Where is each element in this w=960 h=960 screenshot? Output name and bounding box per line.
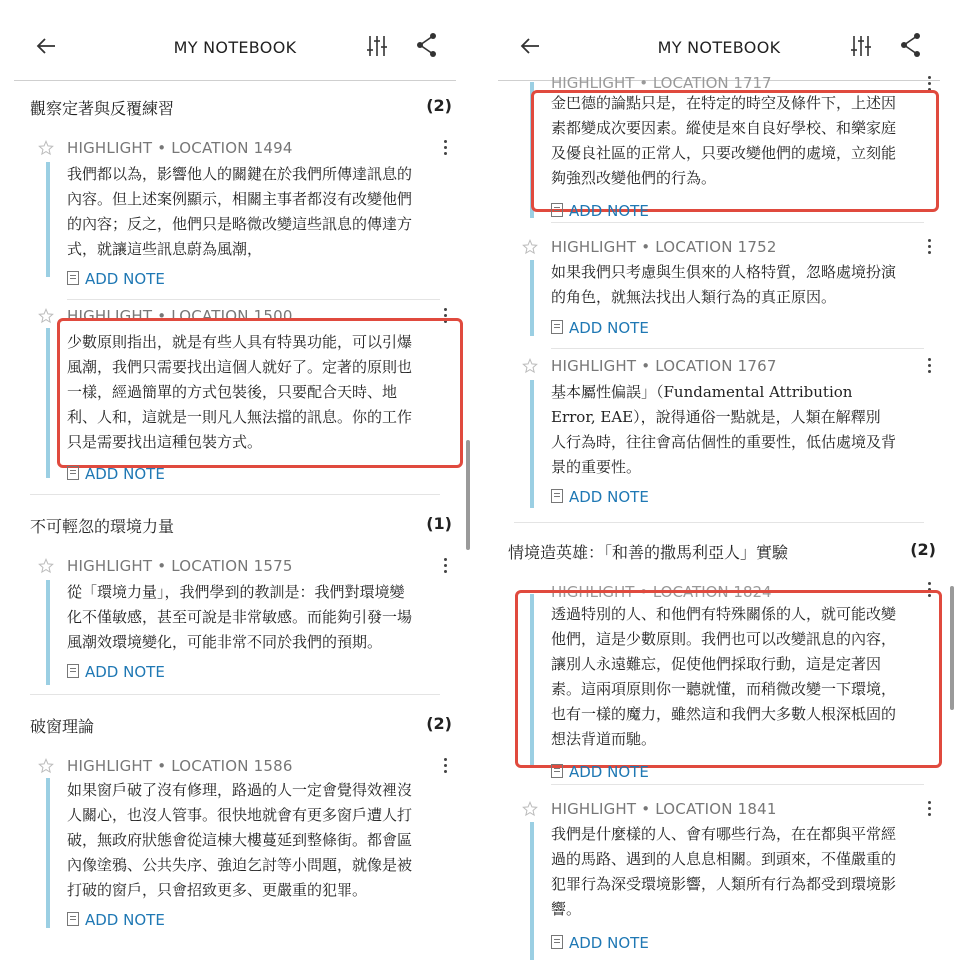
chapter-title[interactable]: 情境造英雄：「和善的撒馬利亞人」實驗 <box>508 543 789 562</box>
share-icon[interactable] <box>416 32 438 58</box>
highlight-meta: HIGHLIGHT • LOCATION 1752 <box>551 238 777 256</box>
highlight-bar <box>46 328 50 478</box>
chapter-title[interactable]: 破窗理論 <box>30 717 95 736</box>
add-note-label: ADD NOTE <box>85 465 165 483</box>
highlight-meta: HIGHLIGHT • LOCATION 1494 <box>67 139 293 157</box>
section-divider <box>30 494 440 495</box>
highlight-line: 風潮，我們只需要找出這個人就好了。定著的原則也 <box>67 358 413 376</box>
add-note-label: ADD NOTE <box>569 488 649 506</box>
annotation-box <box>57 318 463 468</box>
highlight-line: 只是需要找出這種包裝方式。 <box>67 433 263 451</box>
add-note-label: ADD NOTE <box>85 911 165 929</box>
item-divider <box>551 222 924 223</box>
highlight-line: 少數原則指出，就是有些人具有特異功能，可以引爆 <box>67 333 413 351</box>
highlight-line: 素都變成次要因素。縱使是來自良好學校、和樂家庭 <box>551 119 897 137</box>
annotation-box <box>515 590 942 768</box>
add-note-button[interactable] <box>67 270 165 288</box>
star-outline-icon[interactable] <box>522 358 538 374</box>
highlight-line: Error, EAE），說得通俗一點就是，人類在解釋別 <box>551 408 881 426</box>
share-icon[interactable] <box>900 32 922 58</box>
highlight-bar <box>530 822 534 960</box>
chapter-title[interactable]: 不可輕忽的環境力量 <box>30 517 175 536</box>
star-outline-icon[interactable] <box>522 801 538 817</box>
highlight-line: 破，無政府狀態會從這棟大樓蔓延到整條街。都會區 <box>67 831 413 849</box>
highlight-line: 過的馬路、遇到的人息息相關。到頭來，不僅嚴重的 <box>551 850 897 868</box>
highlight-line: 讓別人永遠難忘，促使他們採取行動，這是定著因 <box>551 655 882 673</box>
highlight-meta: HIGHLIGHT • LOCATION 1824 <box>551 583 772 601</box>
item-divider <box>551 348 924 349</box>
highlight-line: 夠強烈改變他們的行為。 <box>551 169 717 187</box>
sliders-icon[interactable] <box>850 34 872 58</box>
add-note-label: ADD NOTE <box>85 270 165 288</box>
star-outline-icon[interactable] <box>38 758 54 774</box>
highlight-line: 透過特別的人、和他們有特殊關係的人，就可能改變 <box>551 605 897 623</box>
highlight-line: 也有一樣的魔力，雖然這和我們大多數人根深柢固的 <box>551 705 897 723</box>
highlight-text[interactable] <box>67 162 445 262</box>
more-vert-icon[interactable] <box>442 140 448 158</box>
highlight-line: 式，就讓這些訊息蔚為風潮， <box>67 240 263 258</box>
sliders-icon[interactable] <box>366 34 388 58</box>
highlight-meta: HIGHLIGHT • LOCATION 1575 <box>67 557 293 575</box>
highlight-line: 他們，這是少數原則。我們也可以改變訊息的內容， <box>551 630 897 648</box>
highlight-text[interactable] <box>551 380 929 480</box>
highlight-line: 基本屬性偏誤」（Fundamental Attribution <box>551 383 853 401</box>
chapter-count: (1) <box>426 514 452 533</box>
highlight-line: 金巴德的論點只是，在特定的時空及條件下，上述因 <box>551 94 897 112</box>
note-icon <box>551 489 563 503</box>
section-divider <box>514 522 924 523</box>
highlight-list[interactable] <box>484 74 954 960</box>
chapter-count: (2) <box>426 96 452 115</box>
note-icon <box>551 764 563 778</box>
chapter-count: (2) <box>426 714 452 733</box>
note-icon <box>67 271 79 285</box>
highlight-line: 景的重要性。 <box>551 458 642 476</box>
note-icon <box>551 935 563 949</box>
highlight-bar <box>46 162 50 277</box>
highlight-line: 一樣，經過簡單的方式包裝後，只要配合天時、地 <box>67 383 398 401</box>
add-note-label: ADD NOTE <box>569 319 649 337</box>
highlight-line: 犯罪行為深受環境影響，人類所有行為都受到環境影 <box>551 875 897 893</box>
more-vert-icon[interactable] <box>442 758 448 776</box>
highlight-line: 內像塗鴉、公共失序、強迫乞討等小問題，就像是被 <box>67 856 413 874</box>
highlight-line: 想法背道而馳。 <box>551 730 657 748</box>
highlight-line: 響。 <box>551 900 582 918</box>
highlight-text[interactable] <box>67 580 445 655</box>
highlight-line: 如果窗戶破了沒有修理，路過的人一定會覺得效裡沒 <box>67 781 413 799</box>
item-divider <box>67 299 440 300</box>
add-note-button[interactable] <box>551 488 649 506</box>
add-note-label: ADD NOTE <box>569 934 649 952</box>
chapter-count: (2) <box>910 540 936 559</box>
highlight-line: 如果我們只考慮與生俱來的人格特質，忽略處境扮演 <box>551 263 897 281</box>
highlight-line: 風潮效環境變化，可能非常不同於我們的預期。 <box>67 633 383 651</box>
star-outline-icon[interactable] <box>38 558 54 574</box>
scrollbar[interactable] <box>466 440 470 550</box>
add-note-label: ADD NOTE <box>569 763 649 781</box>
more-vert-icon[interactable] <box>442 558 448 576</box>
highlight-meta: HIGHLIGHT • LOCATION 1500 <box>67 307 293 325</box>
item-divider <box>551 784 924 785</box>
page-title: MY NOTEBOOK <box>657 38 781 57</box>
highlight-text[interactable] <box>551 822 929 922</box>
highlight-meta-cut <box>551 74 772 92</box>
highlight-line: 人關心，也沒人管事。很快地就會有更多窗戶遭人打 <box>67 806 413 824</box>
highlight-text[interactable] <box>551 260 929 310</box>
highlight-line: 利、人和，這就是一則凡人無法擋的訊息。你的工作 <box>67 408 413 426</box>
highlight-line: 的內容；反之，他們只是略微改變這些訊息的傳達方 <box>67 215 413 233</box>
highlight-line: 我們都以為，影響他人的關鍵在於我們所傳達訊息的 <box>67 165 413 183</box>
chapter-title[interactable]: 觀察定著與反覆練習 <box>30 99 175 118</box>
highlight-list[interactable] <box>0 82 470 960</box>
highlight-meta: HIGHLIGHT • LOCATION 1717 <box>551 74 772 92</box>
add-note-button[interactable] <box>67 911 165 929</box>
page-title: MY NOTEBOOK <box>173 38 297 57</box>
highlight-line: 打破的窗戶，只會招致更多、更嚴重的犯罪。 <box>67 881 368 899</box>
more-vert-icon[interactable] <box>926 358 932 376</box>
annotation-box <box>531 90 939 212</box>
highlight-line: 從「環境力量」，我們學到的教訓是：我們對環境變 <box>67 583 405 601</box>
highlight-line: 素。這兩項原則你一聽就懂，而稍微改變一下環境， <box>551 680 897 698</box>
highlight-bar <box>530 380 534 508</box>
highlight-line: 人行為時，往往會高估個性的重要性，低估處境及背 <box>551 433 897 451</box>
app-header <box>14 20 456 72</box>
header-divider <box>14 80 456 81</box>
notebook-panel-right <box>484 0 954 960</box>
highlight-text[interactable] <box>67 778 445 903</box>
highlight-line: 我們是什麼樣的人、會有哪些行為，在在都與平常經 <box>551 825 897 843</box>
note-icon <box>67 664 79 678</box>
highlight-line: 的角色，就無法找出人類行為的真正原因。 <box>551 288 837 306</box>
star-outline-icon[interactable] <box>522 239 538 255</box>
highlight-meta: HIGHLIGHT • LOCATION 1841 <box>551 800 777 818</box>
highlight-line: 化不僅敏感，甚至可說是非常敏感。而能夠引發一場 <box>67 608 413 626</box>
add-note-button[interactable] <box>67 465 165 483</box>
app-header <box>498 20 940 72</box>
note-icon <box>67 466 79 480</box>
add-note-button[interactable] <box>551 319 649 337</box>
more-vert-icon[interactable] <box>926 801 932 819</box>
note-icon <box>551 203 563 217</box>
scrollbar[interactable] <box>950 586 954 710</box>
highlight-meta: HIGHLIGHT • LOCATION 1767 <box>551 357 777 375</box>
highlight-bar <box>46 580 50 685</box>
highlight-meta: HIGHLIGHT • LOCATION 1586 <box>67 757 293 775</box>
highlight-bar <box>530 260 534 336</box>
add-note-label: ADD NOTE <box>85 663 165 681</box>
highlight-line: 及優良社區的正常人，只要改變他們的處境，立刻能 <box>551 144 897 162</box>
add-note-button[interactable] <box>551 202 649 220</box>
add-note-label: ADD NOTE <box>569 202 649 220</box>
more-vert-icon[interactable] <box>926 239 932 257</box>
star-outline-icon[interactable] <box>38 308 54 324</box>
add-note-button[interactable] <box>551 763 649 781</box>
notebook-panel-left <box>0 0 470 960</box>
highlight-line: 內容。但上述案例顯示，相關主事者都沒有改變他們 <box>67 190 413 208</box>
add-note-button[interactable] <box>551 934 649 952</box>
note-icon <box>67 912 79 926</box>
note-icon <box>551 320 563 334</box>
highlight-bar <box>46 778 50 928</box>
star-outline-icon[interactable] <box>38 140 54 156</box>
section-divider <box>30 694 440 695</box>
add-note-button[interactable] <box>67 663 165 681</box>
